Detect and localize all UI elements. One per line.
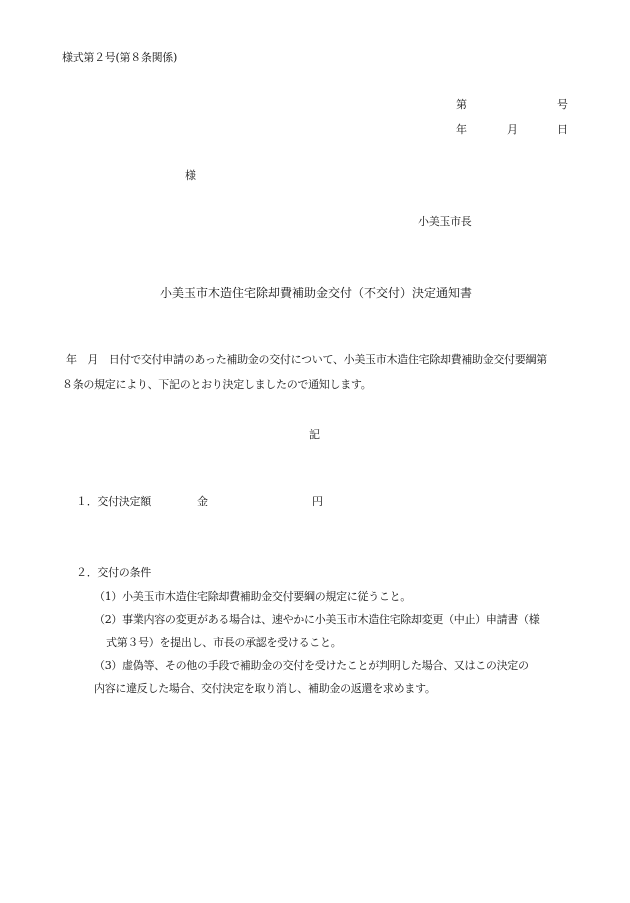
- document-title: 小美玉市木造住宅除却費補助金交付（不交付）決定通知書: [160, 286, 473, 300]
- condition-2-line-2: 式第３号）を提出し、市長の承認を受けること。: [106, 636, 342, 649]
- item1-label: １．交付決定額: [76, 495, 151, 508]
- body-line-1: 年 月 日付で交付申請のあった補助金の交付について、小美玉市木造住宅除却費補助金交付要綱第: [66, 353, 547, 366]
- addressee-honorific: 様: [185, 169, 196, 182]
- condition-2-line-1: （2）事業内容の変更がある場合は、速やかに小美玉市木造住宅除却変更（中止）申請書（様: [94, 613, 540, 626]
- ki-marker: 記: [309, 428, 320, 441]
- date-month: 月: [507, 123, 518, 136]
- body-line-2: ８条の規定により、下記のとおり決定しましたので通知します。: [62, 378, 372, 391]
- number-prefix: 第: [456, 98, 467, 111]
- item2-label: ２．交付の条件: [76, 566, 151, 579]
- date-day: 日: [557, 123, 568, 136]
- item1-currency-suffix: 円: [312, 495, 323, 508]
- condition-3-line-1: （3）虚偽等、その他の手段で補助金の交付を受けたことが判明した場合、又はこの決定の: [94, 659, 529, 672]
- number-suffix: 号: [557, 98, 568, 111]
- form-label: 様式第２号(第８条関係): [62, 51, 177, 64]
- condition-3-line-2: 内容に違反した場合、交付決定を取り消し、補助金の返還を求めます。: [94, 682, 436, 695]
- issuer-name: 小美玉市長: [418, 215, 472, 228]
- condition-1: （1）小美玉市木造住宅除却費補助金交付要綱の規定に従うこと。: [94, 590, 411, 603]
- item1-currency-prefix: 金: [197, 495, 208, 508]
- date-year: 年: [456, 123, 467, 136]
